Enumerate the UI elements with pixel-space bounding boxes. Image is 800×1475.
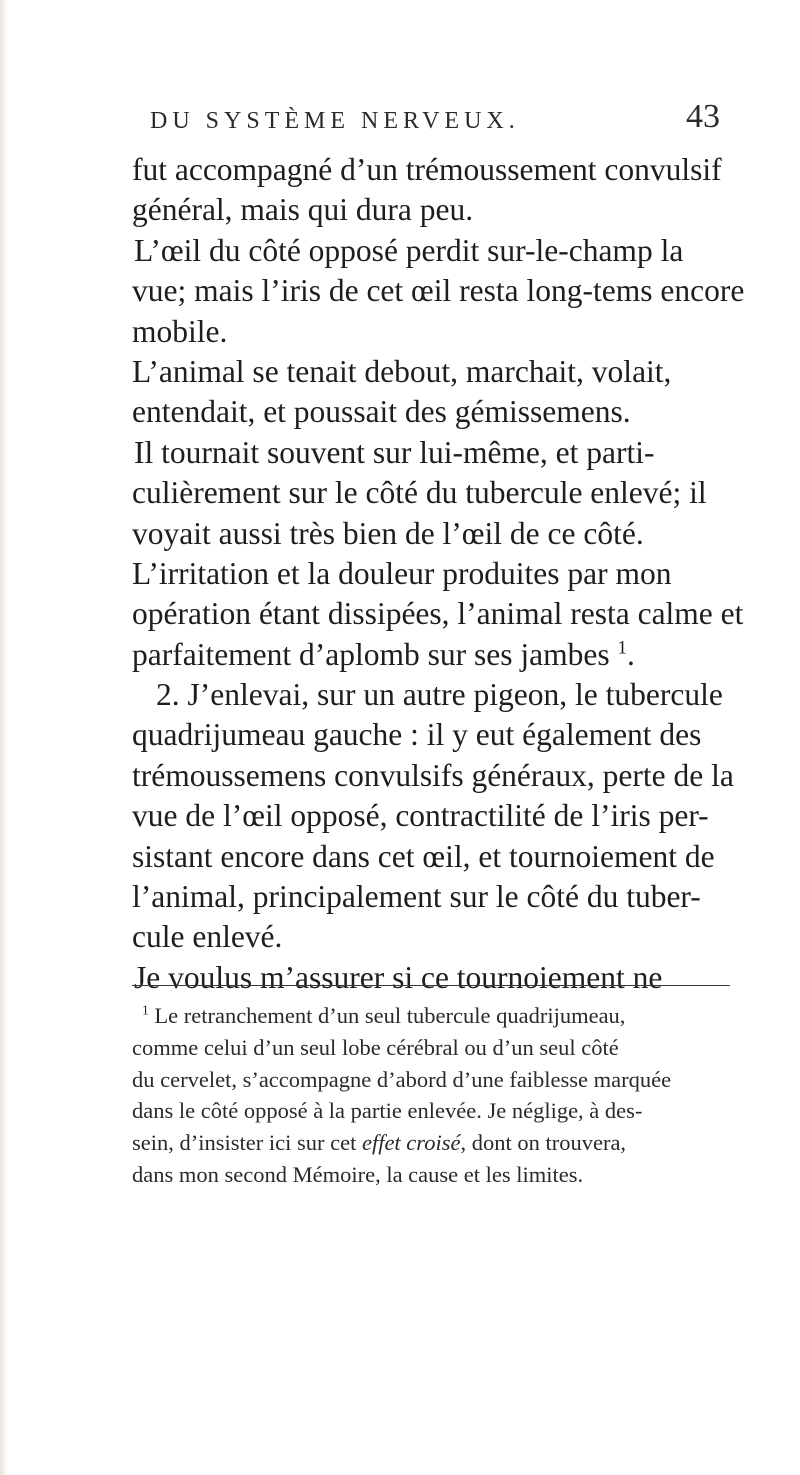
text-line-13-text: parfaitement d’aplomb sur ses jambes [132,636,610,672]
text-line-13 [132,635,730,675]
footnote-line-5 [132,1127,730,1159]
running-title: DU SYSTÈME NERVEUX. [150,108,520,134]
text-line-14: 2. J’enlevai, sur un autre pigeon, le tubercule [156,677,723,713]
footnote-italic-phrase: effet croisé [361,1130,461,1156]
text-line-8: Il tournait souvent sur lui-même, et parti- [134,434,655,470]
text-line-4: vue; mais l’iris de cet œil resta long-tems encore [132,273,745,309]
text-line-19: l’animal, principalement sur le côté du tuber- [132,879,701,915]
footnote-line-2: comme celui d’un seul lobe cérébral ou d’un seul côté [132,1034,619,1060]
text-line-21: Je voulus m’assurer si ce tournoiement ne [134,959,663,995]
text-line-3: L’œil du côté opposé perdit sur-le-champ la [134,232,684,268]
text-line-18: sistant encore dans cet œil, et tournoiement de [132,838,715,874]
main-text [132,150,745,998]
footnote-line-5-before: sein, d’insister ici sur cet [132,1130,362,1156]
footnote-line-1-text: Le retranchement d’un seul tubercule quadrijumeau, [154,1003,626,1028]
footnote-reference: 1 [617,637,627,659]
text-line-7: entendait, et poussait des gémissemens. [132,394,631,430]
footnote-line-3: du cervelet, s’accompagne d’abord d’une faiblesse marquée [132,1066,672,1092]
footnote [132,1000,730,1191]
text-line-17: vue de l’œil opposé, contractilité de l’iris per- [132,798,709,834]
text-line-1: fut accompagné d’un trémoussement convulsif [132,152,722,187]
footnote-line-4: dans le côté opposé à la partie enlevée. Je néglige, à des- [132,1098,643,1124]
footnote-marker: 1 [142,1002,149,1018]
footnote-divider [132,985,730,986]
page-edge-shadow [0,0,8,1475]
text-line-5: mobile. [132,313,228,349]
text-line-15: quadrijumeau gauche : il y eut également des [132,717,702,753]
text-line-11: L’irritation et la douleur produites par mon [132,555,672,591]
footnote-reference-period: . [626,636,635,672]
text-line-6: L’animal se tenait debout, marchait, volait, [132,353,672,389]
text-line-12: opération étant dissipées, l’animal resta calme et [132,596,744,632]
text-line-2: général, mais qui dura peu. [132,192,474,228]
text-line-10: voyait aussi très bien de l’œil de ce côté. [132,515,644,551]
text-line-20: cule enlevé. [132,919,283,955]
footnote-line-1 [132,1000,730,1032]
text-line-16: trémoussemens convulsifs généraux, perte de la [132,757,734,793]
text-line-9: culièrement sur le côté du tubercule enlevé; il [132,475,707,511]
footnote-line-6: dans mon second Mémoire, la cause et les limites. [132,1161,584,1187]
page-number: 43 [686,98,720,135]
footnote-line-5-after: , dont on trouvera, [460,1130,627,1156]
